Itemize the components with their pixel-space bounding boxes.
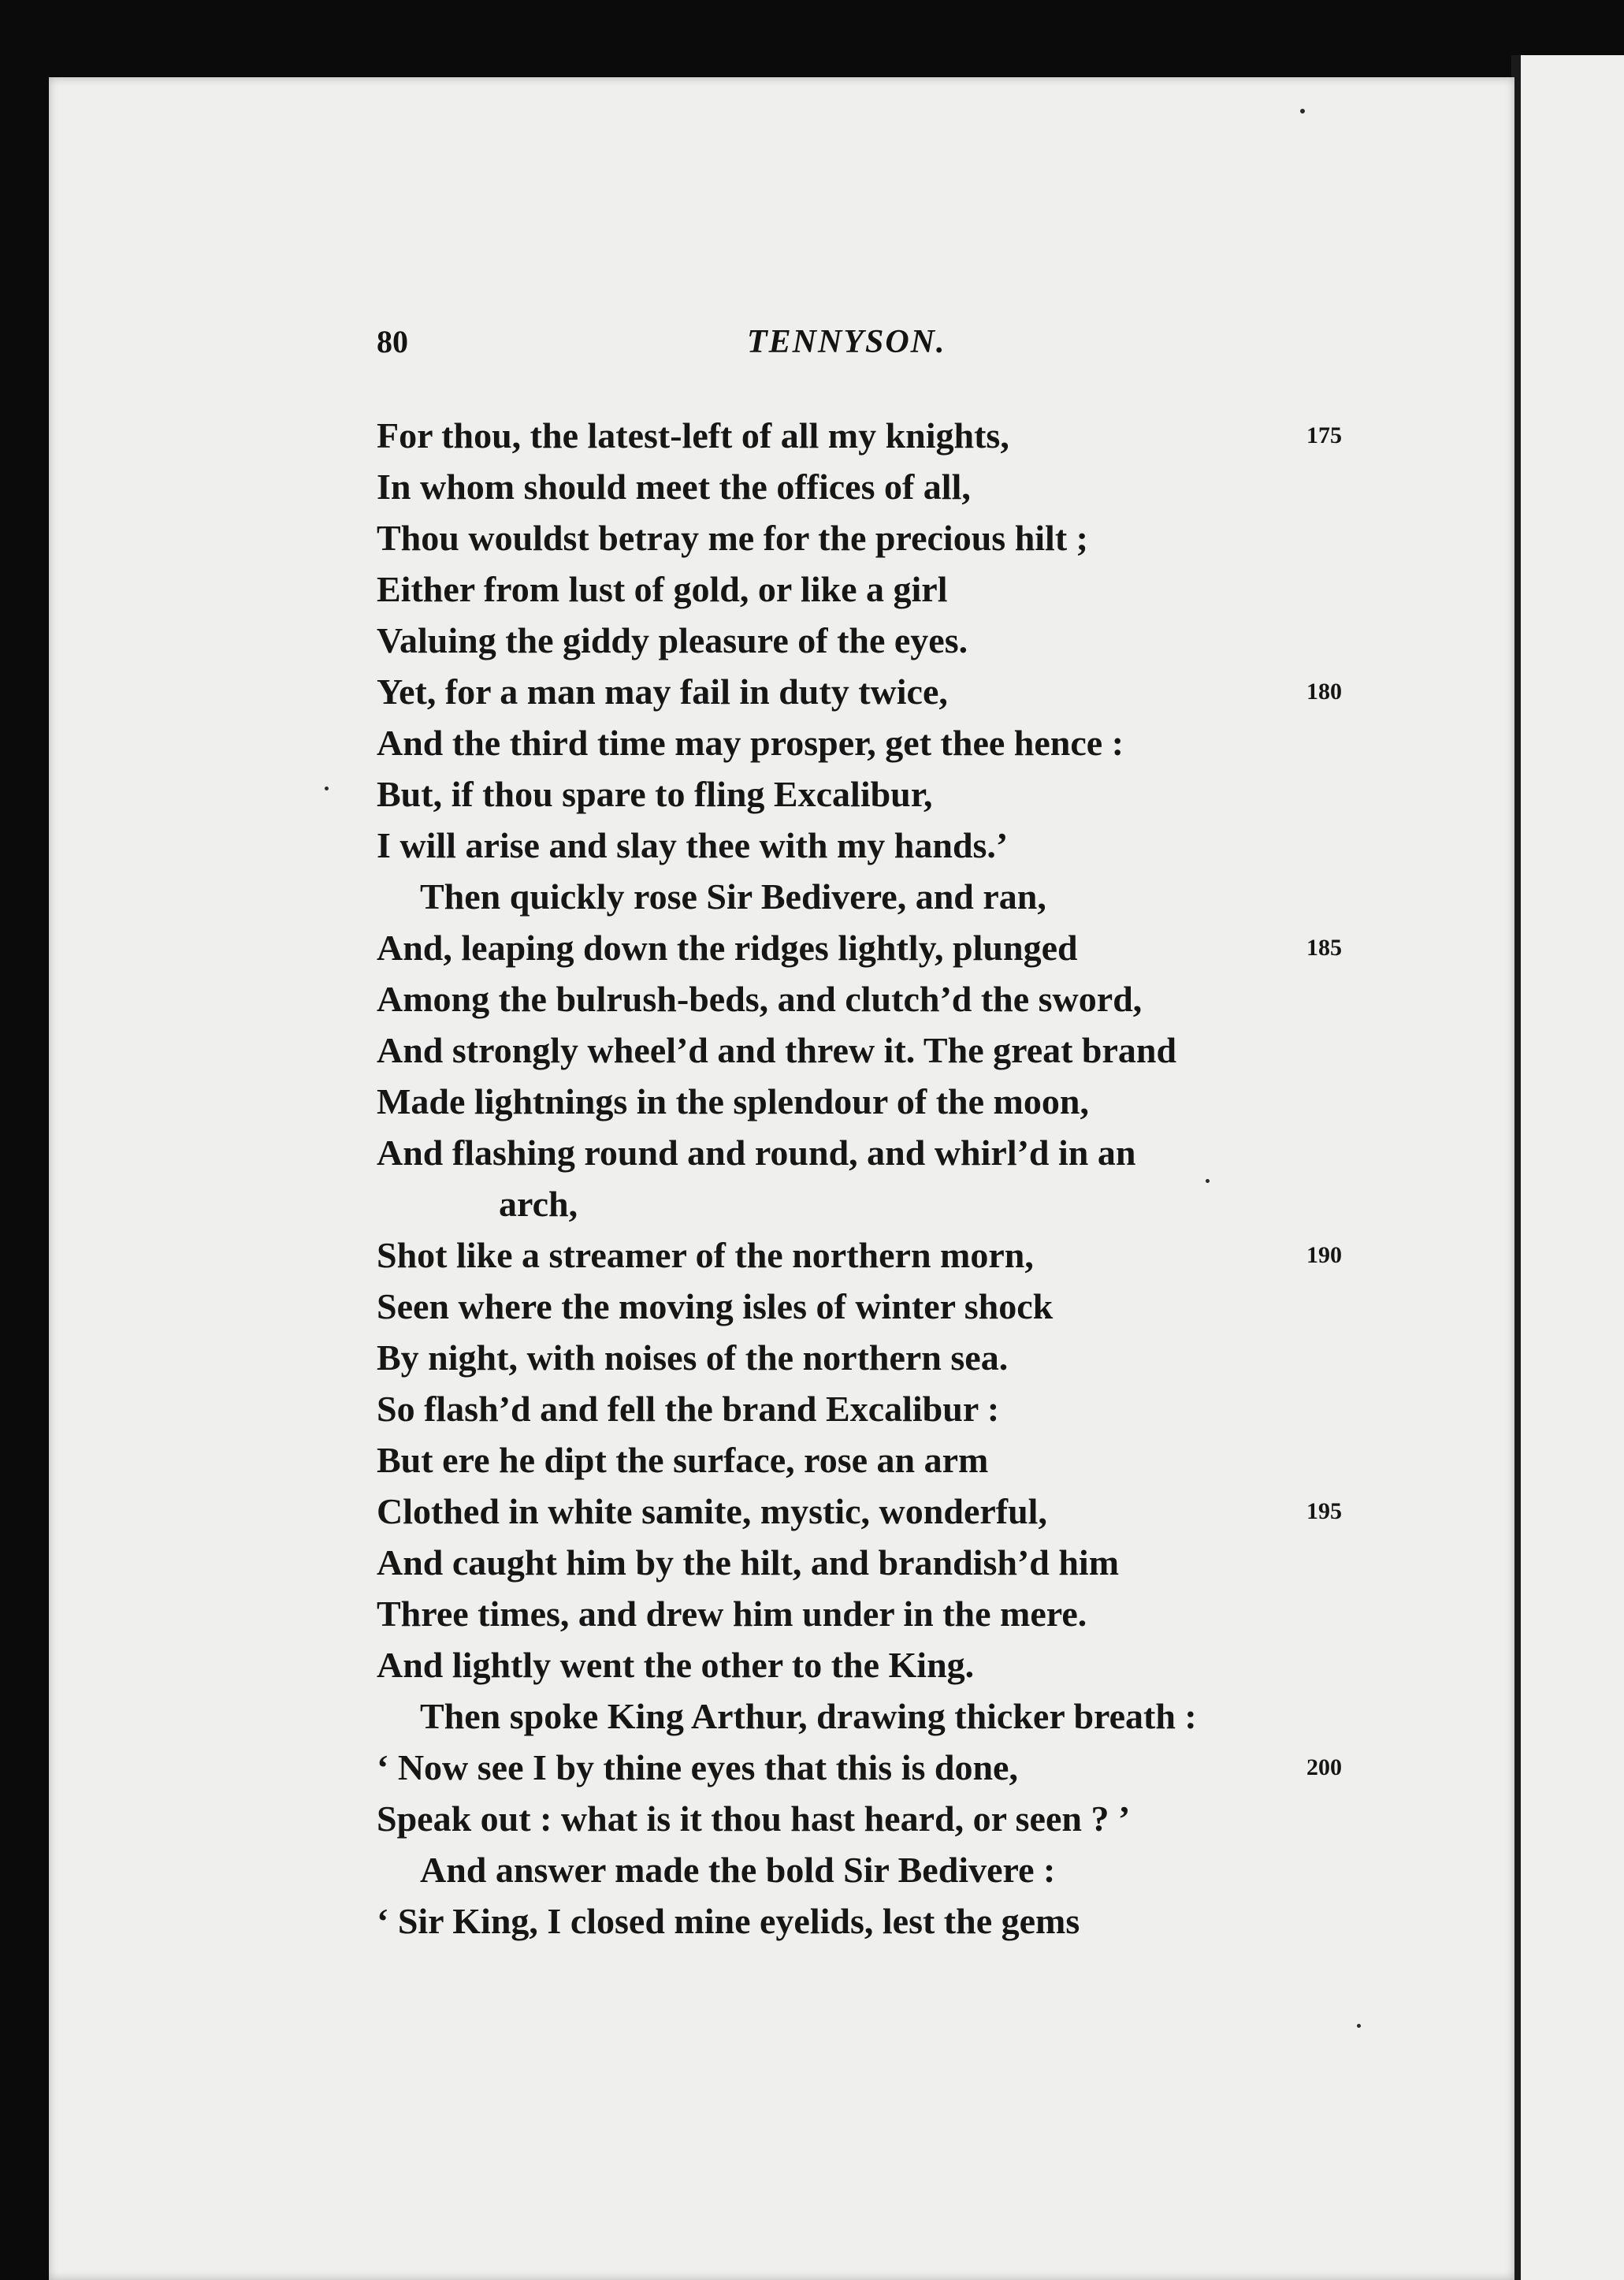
poem-line-text: So flash’d and fell the brand Excalibur : [377, 1389, 1000, 1429]
poem-line-text: Shot like a streamer of the northern morn, [377, 1235, 1034, 1275]
poem-line-text: I will arise and slay thee with my hands.’ [377, 825, 1009, 865]
poem-line-text: arch, [499, 1184, 578, 1224]
poem-line-text: In whom should meet the offices of all, [377, 467, 971, 507]
line-number: 175 [1306, 422, 1342, 448]
poem-line [377, 563, 1385, 615]
poem-line [377, 1281, 1385, 1332]
poem-line-text: Clothed in white samite, mystic, wonderful, [377, 1491, 1047, 1531]
poem-line-text: ‘ Now see I by thine eyes that this is done, [377, 1747, 1018, 1787]
poem-line-text: And lightly went the other to the King. [377, 1645, 975, 1685]
poem-line [377, 922, 1385, 973]
print-speck [1300, 109, 1305, 113]
line-number: 200 [1306, 1754, 1342, 1780]
poem-line-text: For thou, the latest-left of all my knights, [377, 415, 1009, 456]
poem-line-text: Valuing the giddy pleasure of the eyes. [377, 620, 968, 660]
page-header [377, 323, 1322, 370]
print-speck [1357, 2024, 1361, 2028]
poem-line [377, 1178, 1385, 1229]
poem-line [377, 1895, 1385, 1947]
poem-line [377, 871, 1385, 922]
facing-page-edge [1521, 55, 1624, 2280]
poem-line [377, 973, 1385, 1025]
poem-line [377, 1434, 1385, 1486]
poem-line-text: Then quickly rose Sir Bedivere, and ran, [420, 876, 1046, 917]
poem-line [377, 461, 1385, 512]
poem-line [377, 1127, 1385, 1178]
poem-line-text: Three times, and drew him under in the mere. [377, 1594, 1087, 1634]
poem-line-text: By night, with noises of the northern sea. [377, 1337, 1009, 1378]
running-title: TENNYSON. [747, 324, 946, 360]
poem-line [377, 1537, 1385, 1588]
line-number: 190 [1306, 1242, 1342, 1268]
poem-line-text: And the third time may prosper, get thee hence : [377, 723, 1124, 763]
poem-line [377, 1076, 1385, 1127]
page-number: 80 [377, 324, 408, 359]
poem-line [377, 1690, 1385, 1742]
poem-line [377, 1229, 1385, 1281]
poem-line [377, 820, 1385, 871]
poem-line [377, 768, 1385, 820]
poem-line [377, 615, 1385, 666]
poem-line-text: And strongly wheel’d and threw it. The great brand [377, 1030, 1177, 1070]
poem-line [377, 1588, 1385, 1639]
line-number: 185 [1306, 935, 1342, 961]
poem-line-text: Thou wouldst betray me for the precious hilt ; [377, 518, 1088, 558]
poem-line [377, 1793, 1385, 1844]
line-number: 180 [1306, 679, 1342, 705]
poem-line-text: And caught him by the hilt, and brandish’d him [377, 1542, 1120, 1583]
poem-line-text: Seen where the moving isles of winter shock [377, 1286, 1054, 1326]
poem-line-text: Made lightnings in the splendour of the moon, [377, 1081, 1089, 1121]
line-number: 195 [1306, 1498, 1342, 1524]
poem-line [377, 1742, 1385, 1793]
poem-line-text: And, leaping down the ridges lightly, plunged [377, 928, 1078, 968]
poem-line-text: Among the bulrush-beds, and clutch’d the sword, [377, 979, 1143, 1019]
print-speck [325, 787, 329, 790]
poem-line [377, 1332, 1385, 1383]
poem-line [377, 1383, 1385, 1434]
poem-line [377, 410, 1385, 461]
poem-line-text: Speak out : what is it thou hast heard, or seen ? ’ [377, 1798, 1131, 1839]
poem-line-text: But, if thou spare to fling Excalibur, [377, 774, 933, 814]
poem-line [377, 512, 1385, 563]
poem-line-text: Either from lust of gold, or like a girl [377, 569, 948, 609]
poem-line-text: And flashing round and round, and whirl’d in an [377, 1133, 1136, 1173]
poem-line [377, 1844, 1385, 1895]
poem-line [377, 666, 1385, 717]
poem-line [377, 1486, 1385, 1537]
poem-line-text: Yet, for a man may fail in duty twice, [377, 671, 948, 712]
poem-line [377, 1639, 1385, 1690]
poem-line [377, 717, 1385, 768]
poem-line-text: Then spoke King Arthur, drawing thicker breath : [420, 1696, 1197, 1736]
poem-line-text: And answer made the bold Sir Bedivere : [420, 1850, 1056, 1890]
poem-line-text: ‘ Sir King, I closed mine eyelids, lest the gems [377, 1901, 1080, 1941]
poem-body [377, 410, 1385, 1947]
poem-line-text: But ere he dipt the surface, rose an arm [377, 1440, 989, 1480]
poem-line [377, 1025, 1385, 1076]
